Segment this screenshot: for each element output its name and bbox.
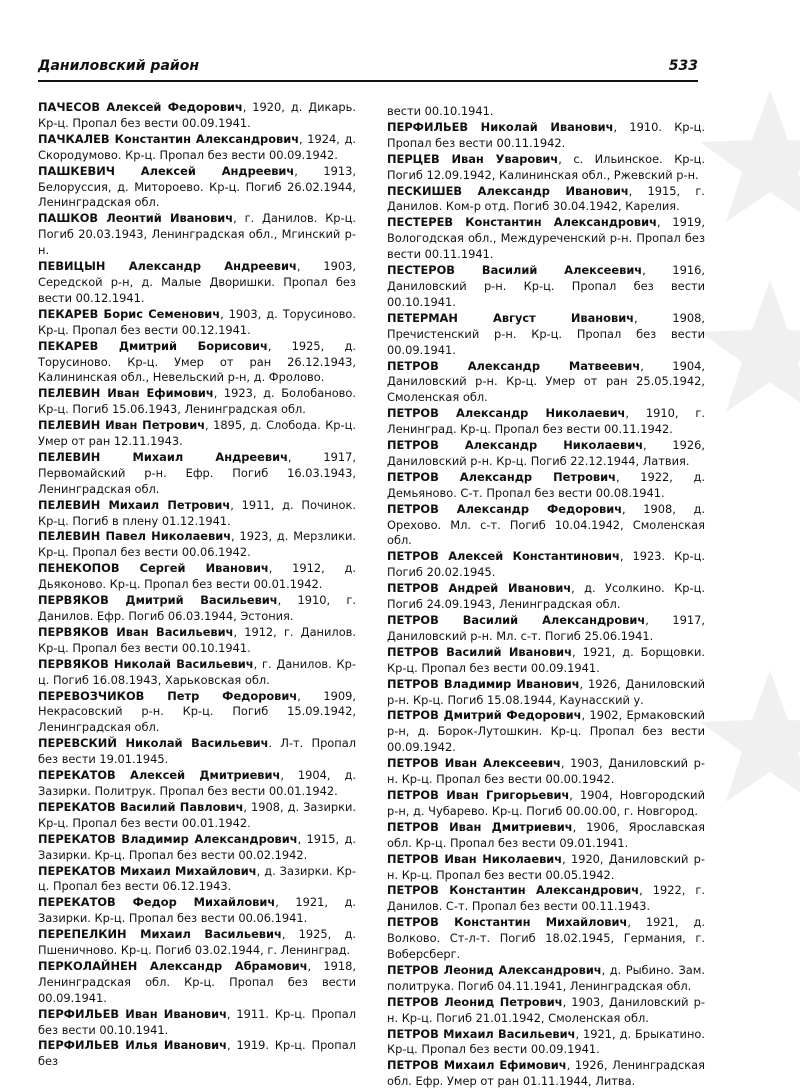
record-entry [387,883,705,915]
record-entry [387,1027,705,1059]
record-name: ПЕТРОВ Алексей Константинович [387,549,620,564]
record-details: , 1909, Некрасовский р-н. Кр-ц. Погиб 15.09.1942, Ленинградская обл. [38,688,357,735]
record-name: ПЕРВЯКОВ Николай Васильевич [38,656,254,671]
record-entry [387,311,705,359]
record-name: ПЕТРОВ Александр Петрович [387,469,616,484]
record-details: , 1904, Даниловский р-н. Кр-ц. Умер от ран 25.05.1942, Смоленская обл. [387,358,706,405]
record-details: , 1908, д. Зазирки. Кр-ц. Пропал без вести 00.01.1942. [38,799,356,830]
record-name: ПАЧЕСОВ Алексей Федорович [38,100,243,114]
record-entry [38,164,356,212]
record-details: , 1904, Новгородский р-н, д. Чубарево. Кр-ц. Погиб 00.00.00, г. Новгород. [387,787,705,818]
record-entry [38,386,356,418]
record-details: , 1919, Вологодская обл., Междуреченский р-н. Пропал без вести 00.11.1941. [387,215,705,262]
record-details: , 1926, Ленинградская обл. Ефр. Умер от ран 01.11.1944, Литва. [387,1058,705,1089]
record-details: , 1922, г. Данилов. С-т. Пропал без вести 00.11.1943. [387,883,705,914]
record-details: , 1910. Кр-ц. Пропал без вести 00.11.1942. [387,119,705,150]
record-details: , 1916, Даниловский р-н. Кр-ц. Пропал без вести 00.10.1941. [387,263,705,309]
record-details: , 1904, д. Зазирки. Политрук. Пропал без вести 00.01.1942. [38,768,356,798]
record-name: ПЕТЕРМАН Август Иванович [387,310,634,325]
record-name: ПЕТРОВ Леонид Александрович [387,962,602,977]
record-entry [387,677,705,709]
record-name: ПЕТРОВ Александр Николаевич [387,406,626,421]
record-details: , 1912, г. Данилов. Кр-ц. Пропал без вести 00.10.1941. [38,624,356,655]
record-details: , г. Данилов. Кр-ц. Погиб 16.08.1943, Харьковская обл. [38,656,356,687]
record-details: , 1903, д. Торусиново. Кр-ц. Пропал без вести 00.12.1941. [38,306,356,337]
record-entry [387,613,705,645]
record-entry [387,995,705,1027]
record-name: ПЕРЕКАТОВ Владимир Александрович [38,831,298,846]
page-number: 533 [668,58,698,74]
record-details: , 1921, д. Борщовки. Кр-ц. Пропал без вести 00.09.1941. [387,644,705,675]
record-name: ПЕТРОВ Леонид Петрович [387,994,563,1009]
record-details: , 1913, Белоруссия, д. Митороево. Кр-ц. Погиб 26.02.1944, Ленинградская обл. [38,163,357,210]
record-name: ПЕСТЕРЕВ Константин Александрович [387,215,657,230]
record-entry [387,120,705,152]
record-name: ПЕРВЯКОВ Иван Васильевич [38,624,234,639]
record-details: , 1906, Ярославская обл. Кр-ц. Пропал без вести 09.01.1941. [387,819,706,850]
record-name: ПЕТРОВ Василий Александрович [387,613,646,627]
record-details: , 1908, д. Орехово. Мл. с-т. Погиб 10.04.1942, Смоленская обл. [387,501,706,548]
record-details: , 1912, д. Дьяконово. Кр-ц. Пропал без вести 00.01.1942. [38,561,357,592]
record-entry [38,625,356,657]
record-entry [387,708,705,756]
record-details: , 1926, Даниловский р-н. Кр-ц. Погиб 15.08.1944, Каунасский у. [387,676,705,707]
record-details: , 1911. Кр-ц. Пропал без вести 00.10.1941. [38,1006,356,1037]
left-column [38,100,356,1070]
record-entry [38,689,356,737]
record-name: ПАЧКАЛЕВ Константин Александрович [38,131,300,146]
watermark-star-icon [700,80,800,460]
record-entry [38,927,356,959]
record-entry [387,359,705,407]
record-entry [38,657,356,689]
record-name: ПЕРЕКАТОВ Василий Павлович [38,799,244,814]
record-details: , 1915, д. Зазирки. Кр-ц. Пропал без вести 00.02.1942. [38,831,356,862]
record-name: ПЕТРОВ Михаил Ефимович [387,1058,567,1073]
record-name: ПЕРЕКАТОВ Федор Михайлович [38,895,276,910]
record-entry [38,593,356,625]
record-entry [387,549,705,581]
record-details: , 1922, д. Демьяново. С-т. Пропал без вести 00.08.1941. [387,469,706,500]
record-entry [38,132,356,164]
record-name: ПЕРЕПЕЛКИН Михаил Васильевич [38,927,282,942]
record-name: ПЕЛЕВИН Павел Николаевич [38,529,232,544]
record-details: , 1903, Даниловский р-н. Кр-ц. Пропал без вести 00.00.1942. [387,756,706,787]
record-entry [387,215,705,263]
record-name: ПЕТРОВ Владимир Иванович [387,676,580,691]
record-entry [38,736,356,768]
record-details: , 1924, д. Скородумово. Кр-ц. Пропал без вести 00.09.1942. [38,131,357,162]
record-entry [38,418,356,450]
record-details: , 1903, Даниловский р-н. Кр-ц. Погиб 21.01.1942, Смоленская обл. [387,994,706,1025]
record-entry [38,339,356,387]
record-name: ПЕТРОВ Александр Федорович [387,501,623,516]
record-details: , 1895, д. Слобода. Кр-ц. Умер от ран 12.11.1943. [38,418,356,449]
record-name: ПЕЛЕВИН Иван Ефимович [38,386,214,401]
record-name: ПЕРЕВСКИЙ Николай Васильевич [38,736,269,751]
record-name: ПЕТРОВ Иван Григорьевич [387,787,570,802]
record-details: , с. Ильинское. Кр-ц. Погиб 12.09.1942, Калининская обл., Ржевский р-н. [387,151,705,182]
record-name: ПЕНЕКОПОВ Сергей Иванович [38,561,269,576]
record-name: ПЕРКОЛАЙНЕН Александр Абрамович [38,958,308,973]
record-name: ПЕРЕКАТОВ Алексей Дмитриевич [38,768,281,783]
record-name: ПЕТРОВ Андрей Иванович [387,581,572,596]
record-entry [387,263,705,311]
record-entry [38,895,356,927]
record-entry [387,581,705,613]
record-details: , 1917, Даниловский р-н. Мл. с-т. Погиб 25.06.1941. [387,613,706,643]
record-details: , 1915, г. Данилов. Ком-р отд. Погиб 30.04.1942, Карелия. [387,183,705,214]
record-details: , д. Усолкино. Кр-ц. Погиб 24.09.1943, Ленинградская обл. [387,581,705,612]
record-name: ПЕКАРЕВ Дмитрий Борисович [38,338,268,353]
record-details: , 1908, Пречистенский р-н. Кр-ц. Пропал без вести 00.09.1941. [387,310,705,357]
record-name: ПЕЛЕВИН Михаил Петрович [38,497,231,512]
record-details: , 1910, г. Ленинград. Кр-ц. Пропал без вести 00.11.1942. [387,406,706,437]
record-entry [387,1058,705,1090]
record-name: ПЕРФИЛЬЕВ Илья Иванович [38,1038,227,1053]
record-name: ПЕТРОВ Василий Иванович [387,644,572,659]
record-name: ПЕТРОВ Александр Матвеевич [387,358,641,373]
record-entry [387,645,705,677]
record-details: , 1920, д. Дикарь. Кр-ц. Пропал без вести 00.09.1941. [38,100,356,130]
record-entry [38,450,356,498]
record-details: , г. Данилов. Кр-ц. Погиб 20.03.1943, Ленинградская обл., Мгинский р-н. [38,211,357,258]
record-entry [38,959,356,1007]
record-entry [38,800,356,832]
record-details: , 1921, д. Зазирки. Кр-ц. Пропал без вести 00.06.1941. [38,895,356,926]
record-name: ПЕТРОВ Дмитрий Федорович [387,708,582,723]
record-details: , 1923. Кр-ц. Погиб 20.02.1945. [387,549,705,580]
record-entry [387,104,705,120]
record-entry [38,561,356,593]
record-entry [387,502,705,550]
record-details: , 1920, Даниловский р-н. Кр-ц. Пропал без вести 00.05.1942. [387,851,705,882]
record-name: ПЕРЕВОЗЧИКОВ Петр Федорович [38,688,298,703]
record-entry [387,470,705,502]
record-entry [387,915,705,963]
record-details: , 1926, Даниловский р-н. Кр-ц. Погиб 22.12.1944, Латвия. [387,438,705,468]
record-name: ПЕРВЯКОВ Дмитрий Васильевич [38,593,278,608]
record-details: вести 00.10.1941. [387,104,494,118]
record-name: ПЕТРОВ Константин Александрович [387,883,640,898]
record-entry [38,864,356,896]
record-entry [38,832,356,864]
record-name: ПЕРЦЕВ Иван Уварович [387,151,559,166]
record-entry [38,100,356,132]
record-details: , 1921, д. Брыкатино. Кр-ц. Пропал без вести 00.09.1941. [387,1026,705,1057]
record-name: ПЕЛЕВИН Иван Петрович [38,418,206,433]
record-entry [387,756,705,788]
page-header [38,58,698,82]
record-details: , 1925, д. Пшеничново. Кр-ц. Погиб 03.02.1944, г. Ленинград. [38,927,356,958]
record-details: , 1923, д. Мерзлики. Кр-ц. Пропал без вести 00.06.1942. [38,529,356,560]
record-details: , 1919. Кр-ц. Пропал без [38,1038,356,1069]
record-details: , 1910, г. Данилов. Ефр. Погиб 06.03.1944, Эстония. [38,593,356,623]
record-entry [387,788,705,820]
record-details: , 1903, Середской р-н, д. Малые Дворишки. Пропал без вести 00.12.1941. [38,259,356,305]
record-entry [38,307,356,339]
record-details: , 1925, д. Торусиново. Кр-ц. Умер от ран 26.12.1943, Калининская обл., Невельский р-н, д. Фролово. [38,338,356,385]
record-name: ПЕТРОВ Константин Михайлович [387,915,628,930]
header-rule [38,80,698,82]
district-title: Даниловский район [38,58,199,74]
record-name: ПЕРЕКАТОВ Михаил Михайлович [38,863,257,878]
record-name: ПЕЛЕВИН Михаил Андреевич [38,449,288,464]
record-entry [38,211,356,259]
record-name: ПЕТРОВ Иван Николаевич [387,851,563,866]
record-details: , д. Рыбино. Зам. политрука. Погиб 04.11.1941, Ленинградская обл. [387,962,705,993]
record-entry [387,820,705,852]
record-entry [387,852,705,884]
record-entry [387,152,705,184]
record-details: , 1921, д. Волково. Ст-л-т. Погиб 18.02.1945, Германия, г. Воберсберг. [387,915,706,962]
record-details: , 1923, д. Болобаново. Кр-ц. Погиб 15.06.1943, Ленинградская обл. [38,386,356,417]
record-entry [38,768,356,800]
record-name: ПЕТРОВ Иван Дмитриевич [387,819,573,834]
record-entry [387,184,705,216]
record-name: ПЕСКИШЕВ Александр Иванович [387,183,629,198]
record-details: . Л-т. Пропал без вести 19.01.1945. [38,736,356,767]
record-details: , 1911, д. Починок. Кр-ц. Погиб в плену 01.12.1941. [38,497,356,528]
right-column [387,104,705,1090]
record-entry [38,259,356,307]
record-entry [387,438,705,470]
record-name: ПЕТРОВ Иван Алексеевич [387,756,561,771]
record-entry [387,406,705,438]
record-entry [387,963,705,995]
watermark-star-icon-lower [700,660,800,860]
record-name: ПЕСТЕРОВ Василий Алексеевич [387,263,643,278]
record-details: , 1917, Первомайский р-н. Ефр. Погиб 16.03.1943, Ленинградская обл. [38,449,356,496]
record-details: , 1902, Ермаковский р-н, д. Борок-Лутошкин. Кр-ц. Пропал без вести 00.09.1942. [387,708,705,755]
record-name: ПАШКЕВИЧ Алексей Андреевич [38,163,295,178]
record-name: ПЕТРОВ Александр Николаевич [387,438,644,453]
record-name: ПАШКОВ Леонтий Иванович [38,211,234,226]
record-entry [38,498,356,530]
record-entry [38,529,356,561]
record-name: ПЕКАРЕВ Борис Семенович [38,306,221,321]
record-name: ПЕТРОВ Михаил Васильевич [387,1026,576,1041]
record-entry [38,1038,356,1070]
record-name: ПЕВИЦЫН Александр Андреевич [38,259,297,274]
record-name: ПЕРФИЛЬЕВ Николай Иванович [387,119,614,134]
record-details: , 1918, Ленинградская обл. Кр-ц. Пропал без вести 00.09.1941. [38,958,356,1005]
record-entry [38,1007,356,1039]
record-name: ПЕРФИЛЬЕВ Иван Иванович [38,1006,227,1021]
record-details: , д. Зазирки. Кр-ц. Пропал без вести 06.12.1943. [38,863,356,894]
